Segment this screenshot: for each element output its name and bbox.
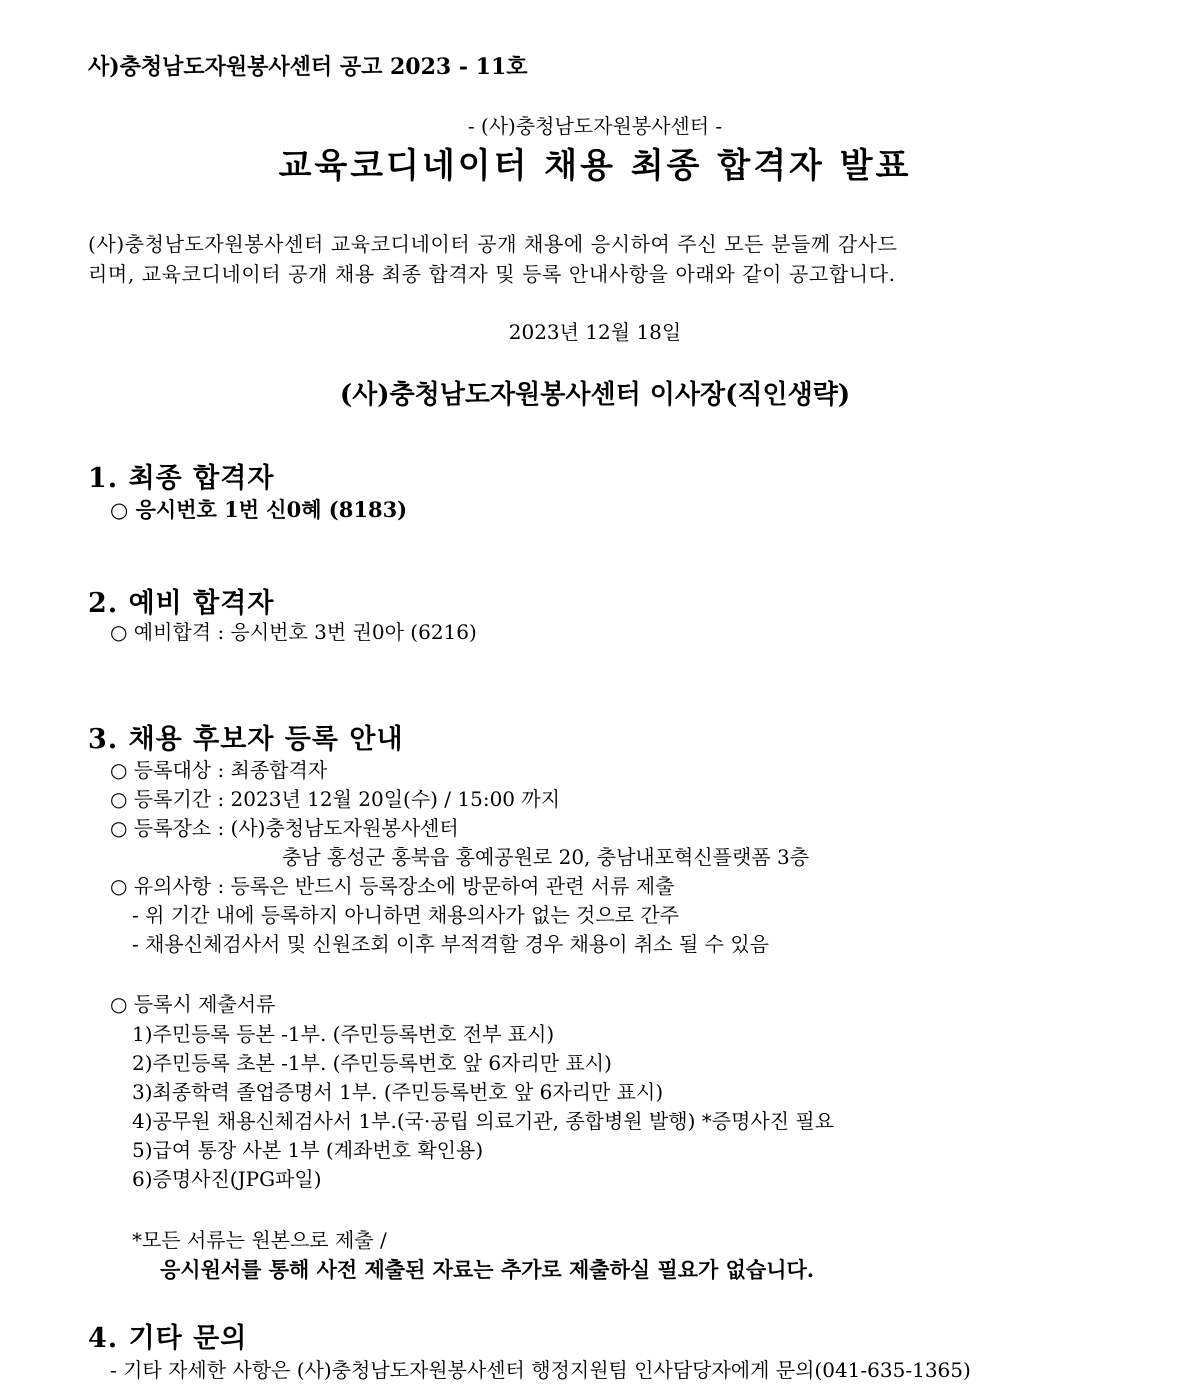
intro-line-2: 리며, 교육코디네이터 공개 채용 최종 합격자 및 등록 안내사항을 아래와 같이 공고합니다. xyxy=(88,262,896,286)
issuer: (사)충청남도자원봉사센터 이사장(직인생략) xyxy=(339,380,851,410)
final-passer-item: ○ 응시번호 1번 신0혜 (8183) xyxy=(110,497,408,522)
pre-submitted-note: 응시원서를 통해 사전 제출된 자료는 추가로 제출하실 필요가 없습니다. xyxy=(160,1257,815,1282)
required-documents-heading: ○ 등록시 제출서류 xyxy=(110,992,276,1016)
subtitle: - (사)충청남도자원봉사센터 - xyxy=(467,114,723,138)
registration-target: ○ 등록대상 : 최종합격자 xyxy=(110,758,328,782)
notice-number: 사)충청남도자원봉사센터 공고 2023 - 11호 xyxy=(88,54,528,80)
reserve-passer-item: ○ 예비합격 : 응시번호 3번 권0아 (6216) xyxy=(110,620,477,644)
intro-line-1: (사)충청남도자원봉사센터 교육코디네이터 공개 채용에 응시하여 주신 모든 분들께 감사드 xyxy=(88,232,898,256)
caution-note-2: - 채용신체검사서 및 신원조회 이후 부적격할 경우 채용이 취소 될 수 있음 xyxy=(132,932,769,956)
section-heading-registration: 3. 채용 후보자 등록 안내 xyxy=(88,724,404,755)
section-heading-inquiry: 4. 기타 문의 xyxy=(88,1323,248,1354)
page-title: 교육코디네이터 채용 최종 합격자 발표 xyxy=(278,146,912,186)
document-item: 5)급여 통장 사본 1부 (계좌번호 확인용) xyxy=(132,1138,484,1162)
document-item: 2)주민등록 초본 -1부. (주민등록번호 앞 6자리만 표시) xyxy=(132,1051,612,1075)
registration-caution: ○ 유의사항 : 등록은 반드시 등록장소에 방문하여 관련 서류 제출 xyxy=(110,874,675,898)
section-heading-final-passers: 1. 최종 합격자 xyxy=(88,463,275,494)
section-heading-reserve-passers: 2. 예비 합격자 xyxy=(88,588,275,619)
caution-note-1: - 위 기간 내에 등록하지 아니하면 채용의사가 없는 것으로 간주 xyxy=(132,903,679,927)
registration-address: 충남 홍성군 홍북읍 홍예공원로 20, 충남내포혁신플랫폼 3층 xyxy=(282,845,810,869)
original-documents-note: *모든 서류는 원본으로 제출 / xyxy=(132,1228,387,1252)
document-item: 3)최종학력 졸업증명서 1부. (주민등록번호 앞 6자리만 표시) xyxy=(132,1080,664,1104)
document-item: 4)공무원 채용신체검사서 1부.(국·공립 의료기관, 종합병원 발행) *증명사진 필요 xyxy=(132,1109,835,1133)
document-item: 1)주민등록 등본 -1부. (주민등록번호 전부 표시) xyxy=(132,1022,555,1046)
announcement-date: 2023년 12월 18일 xyxy=(508,320,682,344)
document-item: 6)증명사진(JPG파일) xyxy=(132,1167,322,1191)
registration-period: ○ 등록기간 : 2023년 12월 20일(수) / 15:00 까지 xyxy=(110,787,561,811)
inquiry-contact: - 기타 자세한 사항은 (사)충청남도자원봉사센터 행정지원팀 인사담당자에게 문의(041-635-1365) xyxy=(110,1358,971,1382)
registration-place: ○ 등록장소 : (사)충청남도자원봉사센터 xyxy=(110,816,459,840)
